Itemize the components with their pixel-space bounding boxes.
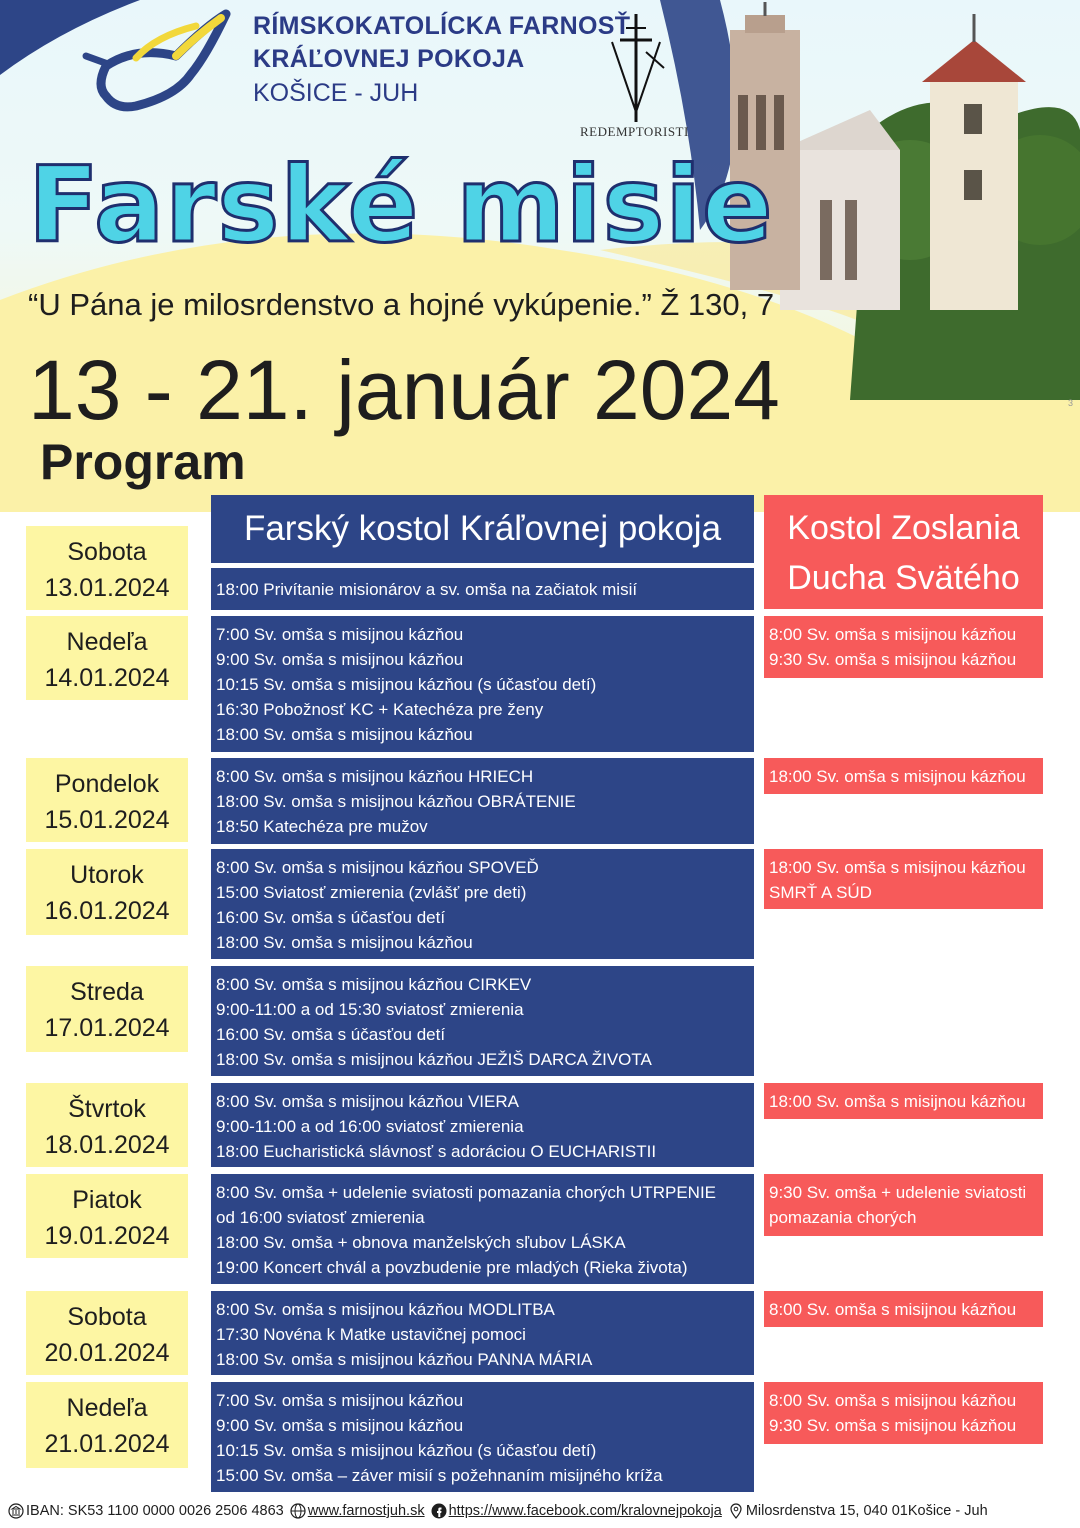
second-church-schedule xyxy=(764,758,1043,794)
schedule-item: 7:00 Sv. omša s misijnou kázňou xyxy=(216,625,464,644)
schedule-item: 18:00 Sv. omša s misijnou kázňou xyxy=(769,1092,1026,1111)
facebook-icon xyxy=(431,1503,447,1519)
column-header-second-church-line-2: Ducha Svätého xyxy=(787,559,1020,597)
schedule-item: 9:30 Sv. omša s misijnou kázňou xyxy=(769,1416,1017,1435)
second-church-schedule xyxy=(764,1083,1043,1119)
day-cell xyxy=(26,1174,188,1258)
day-date: 16.01.2024 xyxy=(44,897,170,925)
schedule-item: 18:00 Sv. omša + obnova manželských sľubov LÁSKA xyxy=(216,1233,626,1252)
schedule-item: 8:00 Sv. omša + udelenie sviatosti pomazania chorých UTRPENIE xyxy=(216,1183,717,1202)
website-link[interactable]: www.farnostjuh.sk xyxy=(307,1503,425,1519)
page-mark: 3 xyxy=(1068,398,1074,408)
day-name: Nedeľa xyxy=(66,628,148,656)
day-date: 14.01.2024 xyxy=(44,664,170,692)
day-name: Piatok xyxy=(72,1186,142,1214)
day-cell xyxy=(26,966,188,1052)
schedule-item: 8:00 Sv. omša s misijnou kázňou xyxy=(769,625,1017,644)
footer xyxy=(8,1499,1076,1523)
day-cell xyxy=(26,758,188,842)
second-church-schedule xyxy=(764,616,1043,678)
day-cell xyxy=(26,616,188,700)
day-date: 13.01.2024 xyxy=(44,574,170,602)
main-church-schedule xyxy=(211,1083,754,1167)
program-heading: Program xyxy=(40,434,246,490)
day-cell xyxy=(26,1382,188,1468)
header-banner xyxy=(0,0,1080,512)
day-cell xyxy=(26,526,188,610)
parish-name-line-2: KRÁĽOVNEJ POKOJA xyxy=(253,45,525,73)
schedule-item: 16:00 Sv. omša s účasťou detí xyxy=(216,1025,446,1044)
parish-name xyxy=(253,10,630,110)
day-date: 21.01.2024 xyxy=(44,1430,170,1458)
day-date: 18.01.2024 xyxy=(44,1131,170,1159)
dove-logo-icon xyxy=(76,6,236,112)
day-date: 19.01.2024 xyxy=(44,1222,170,1250)
column-header-main-church: Farský kostol Kráľovnej pokoja xyxy=(211,495,754,563)
footer-facebook[interactable] xyxy=(431,1503,722,1519)
schedule-item: 18:00 Sv. omša s misijnou kázňou xyxy=(216,933,473,952)
footer-iban xyxy=(8,1503,284,1519)
schedule-item: pomazania chorých xyxy=(769,1208,917,1227)
schedule-item: 8:00 Sv. omša s misijnou kázňou MODLITBA xyxy=(216,1300,555,1319)
day-cell xyxy=(26,1291,188,1375)
main-church-schedule xyxy=(211,849,754,959)
bank-icon xyxy=(8,1503,24,1519)
schedule-item: 10:15 Sv. omša s misijnou kázňou (s účasťou detí) xyxy=(216,675,597,694)
schedule-item: od 16:00 sviatosť zmierenia xyxy=(216,1208,425,1227)
schedule-item: 18:00 Sv. omša s misijnou kázňou OBRÁTENIE xyxy=(216,792,576,811)
redemptorist-cross-icon xyxy=(606,12,666,124)
day-name: Utorok xyxy=(70,861,144,889)
parish-name-line-1: RÍMSKOKATOLÍCKA FARNOSŤ xyxy=(253,12,631,40)
second-church-schedule xyxy=(764,849,1043,909)
day-name: Sobota xyxy=(67,538,147,566)
main-church-schedule xyxy=(211,758,754,844)
main-church-schedule xyxy=(211,1174,754,1284)
schedule-item: 9:00 Sv. omša s misijnou kázňou xyxy=(216,650,464,669)
schedule-item: 8:00 Sv. omša s misijnou kázňou HRIECH xyxy=(216,767,534,786)
schedule-item: 18:00 Eucharistická slávnosť s adoráciou O EUCHARISTII xyxy=(216,1142,657,1161)
schedule-item: 19:00 Koncert chvál a povzbudenie pre mladých (Rieka života) xyxy=(216,1258,688,1277)
day-cell xyxy=(26,849,188,935)
schedule-item: 8:00 Sv. omša s misijnou kázňou CIRKEV xyxy=(216,975,532,994)
main-church-schedule xyxy=(211,966,754,1076)
main-church-schedule xyxy=(211,616,754,752)
schedule-item: 9:00-11:00 a od 15:30 sviatosť zmierenia xyxy=(216,1000,524,1019)
schedule-item: 8:00 Sv. omša s misijnou kázňou xyxy=(769,1300,1017,1319)
column-header-second-church xyxy=(764,495,1043,609)
schedule-item: 9:00-11:00 a od 16:00 sviatosť zmierenia xyxy=(216,1117,524,1136)
schedule-item: 16:00 Sv. omša s účasťou detí xyxy=(216,908,446,927)
main-church-schedule xyxy=(211,568,754,610)
day-cell xyxy=(26,1083,188,1167)
main-church-schedule xyxy=(211,1291,754,1375)
day-name: Pondelok xyxy=(54,770,160,798)
schedule-item: 18:00 Sv. omša s misijnou kázňou xyxy=(216,725,473,744)
bible-quote: “U Pána je milosrdenstvo a hojné vykúpenie.” Ž 130, 7 xyxy=(28,287,775,322)
schedule-item: 18:00 Sv. omša s misijnou kázňou xyxy=(769,858,1026,877)
event-dates: 13 - 21. január 2024 xyxy=(28,343,780,437)
schedule-item: 18:00 Sv. omša s misijnou kázňou xyxy=(769,767,1026,786)
schedule-item: 8:00 Sv. omša s misijnou kázňou xyxy=(769,1391,1017,1410)
iban-text: IBAN: SK53 1100 0000 0026 2506 4863 xyxy=(26,1503,284,1519)
main-church-schedule xyxy=(211,1382,754,1492)
footer-address xyxy=(728,1503,988,1519)
schedule-item: 8:00 Sv. omša s misijnou kázňou VIERA xyxy=(216,1092,519,1111)
schedule-item: 15:00 Sv. omša – záver misií s požehnaním misijného kríža xyxy=(216,1466,663,1485)
schedule-item: 10:15 Sv. omša s misijnou kázňou (s účasťou detí) xyxy=(216,1441,597,1460)
second-church-schedule xyxy=(764,1382,1043,1444)
location-pin-icon xyxy=(728,1503,744,1519)
order-label: REDEMPTORISTI xyxy=(580,124,689,139)
day-date: 15.01.2024 xyxy=(44,806,170,834)
day-date: 20.01.2024 xyxy=(44,1339,170,1367)
schedule-item: 7:00 Sv. omša s misijnou kázňou xyxy=(216,1391,464,1410)
footer-website[interactable] xyxy=(290,1503,425,1519)
day-date: 17.01.2024 xyxy=(44,1014,170,1042)
page-title: Farské misie xyxy=(28,144,774,266)
schedule-item: 15:00 Sviatosť zmierenia (zvlášť pre deti) xyxy=(216,883,527,902)
second-church-schedule xyxy=(764,1291,1043,1327)
schedule-item: 18:00 Privítanie misionárov a sv. omša na začiatok misií xyxy=(216,580,638,599)
schedule-item: 9:30 Sv. omša s misijnou kázňou xyxy=(769,650,1017,669)
second-church-schedule xyxy=(764,1174,1043,1236)
schedule-item: 8:00 Sv. omša s misijnou kázňou SPOVEĎ xyxy=(216,858,539,877)
day-name: Štvrtok xyxy=(68,1095,146,1123)
facebook-link[interactable]: https://www.facebook.com/kralovnejpokoja xyxy=(448,1503,722,1519)
schedule-item: 17:30 Novéna k Matke ustavičnej pomoci xyxy=(216,1325,526,1344)
address-text: Milosrdenstva 15, 040 01Košice - Juh xyxy=(745,1503,988,1519)
day-name: Streda xyxy=(70,978,144,1006)
schedule-item: 16:30 Pobožnosť KC + Katechéza pre ženy xyxy=(216,700,544,719)
schedule-item: 18:00 Sv. omša s misijnou kázňou JEŽIŠ DARCA ŽIVOTA xyxy=(216,1050,652,1069)
schedule-item: 18:50 Katechéza pre mužov xyxy=(216,817,428,836)
schedule-item: SMRŤ A SÚD xyxy=(769,883,872,902)
day-name: Sobota xyxy=(67,1303,147,1331)
day-name: Nedeľa xyxy=(66,1394,148,1422)
schedule-item: 9:30 Sv. omša + udelenie sviatosti xyxy=(769,1183,1027,1202)
globe-icon xyxy=(290,1503,306,1519)
parish-location: KOŠICE - JUH xyxy=(253,79,419,107)
schedule-item: 18:00 Sv. omša s misijnou kázňou PANNA MÁRIA xyxy=(216,1350,593,1369)
column-header-second-church-line-1: Kostol Zoslania xyxy=(787,509,1020,547)
schedule-item: 9:00 Sv. omša s misijnou kázňou xyxy=(216,1416,464,1435)
